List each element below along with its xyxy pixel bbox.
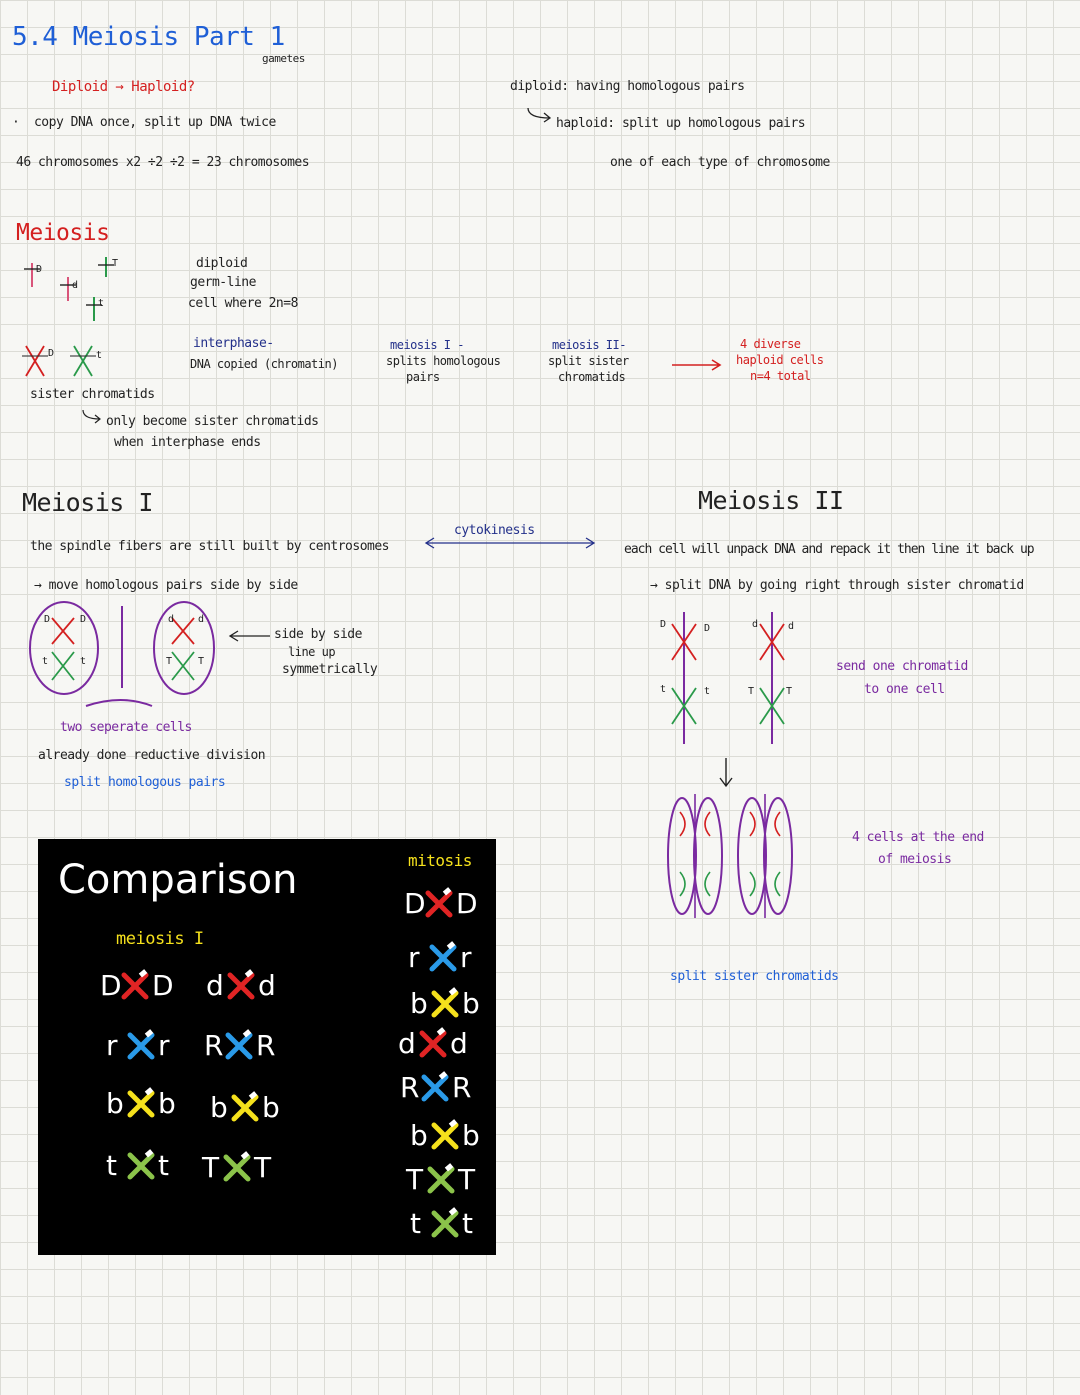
meiosis-allele-left: T (202, 1151, 220, 1184)
germline-line1: diploid (196, 256, 248, 271)
unpack-note: each cell will unpack DNA and repack it then line it back up (624, 542, 1034, 557)
send-one-line1: send one chromatid (836, 659, 968, 674)
mitosis-pair-0 (404, 885, 494, 925)
four-cells-diagram (660, 792, 800, 922)
meiosis1-step-line1: splits homologous (386, 354, 501, 368)
mitosis-allele-right: b (462, 987, 480, 1020)
x-label-t: t (96, 350, 102, 361)
meiosis-chromosome-x (126, 1151, 156, 1181)
mitosis-allele-right: r (460, 941, 472, 974)
cell-left (30, 602, 98, 694)
meiosis-chromosome-x (226, 971, 256, 1001)
cell-left-D-right: D (80, 614, 86, 625)
two-cells-note: two seperate cells (60, 720, 192, 735)
meiosis-allele-right: r (158, 1029, 170, 1062)
glyph-label-T: T (112, 258, 118, 269)
mitosis-allele-left: r (408, 941, 420, 974)
sister-note-line2: when interphase ends (114, 435, 261, 450)
chromosome-math: 46 chromosomes x2 ÷2 ÷2 = 23 chromosomes (16, 155, 310, 170)
cell-right-T-right: T (198, 656, 204, 667)
double-arrow-icon (422, 536, 598, 550)
meiosis-chromosome-x (120, 971, 150, 1001)
meiosis-chromosome-x (224, 1031, 254, 1061)
meiosis-allele-right: b (158, 1087, 176, 1120)
meiosis1-step-label: meiosis I - (390, 338, 464, 352)
germline-line3: cell where 2n=8 (188, 296, 298, 311)
meiosis-allele-left: b (210, 1091, 228, 1124)
meiosis-pair-2 (106, 1027, 196, 1067)
meiosis-allele-right: D (152, 969, 174, 1002)
mitosis-allele-left: t (410, 1207, 421, 1240)
meiosis-pair-3 (204, 1027, 294, 1067)
side-by-side-line2: line up (288, 645, 336, 659)
bullet-copy-text: copy DNA once, split up DNA twice (33, 115, 276, 130)
meiosis1-step-line2: pairs (406, 370, 440, 384)
meiosis-allele-left: t (106, 1149, 117, 1182)
m2-D-left: D (660, 619, 666, 630)
mitosis-pair-1 (408, 939, 498, 979)
meiosis-allele-left: D (100, 969, 122, 1002)
mitosis-allele-left: D (404, 887, 426, 920)
sister-chromatids-label: sister chromatids (30, 387, 155, 402)
m2-t-left: t (660, 684, 666, 695)
mitosis-pair-2 (410, 985, 500, 1025)
page-title: 5.4 Meiosis Part 1 (12, 22, 285, 52)
meiosis-allele-right: d (258, 969, 276, 1002)
mitosis-chromosome-x (430, 1121, 460, 1151)
arrow-hook-icon (524, 106, 554, 126)
x-label-D: D (48, 348, 54, 359)
arrow-left-icon (226, 629, 272, 643)
mitosis-chromosome-x (418, 1029, 448, 1059)
meiosis-pair-7 (202, 1149, 292, 1189)
meiosis2-step-label: meiosis II- (552, 338, 626, 352)
mitosis-allele-right: D (456, 887, 478, 920)
comparison-panel (38, 839, 496, 1255)
mitosis-pair-5 (410, 1117, 500, 1157)
meiosis-allele-left: d (206, 969, 224, 1002)
mitosis-pair-3 (398, 1025, 488, 1065)
meiosis-allele-left: R (204, 1029, 224, 1062)
send-one-line2: to one cell (864, 682, 945, 697)
haploid-definition: haploid: split up homologous pairs (556, 116, 806, 131)
mitosis-allele-left: R (400, 1071, 420, 1104)
result-line2: haploid cells (736, 353, 824, 367)
meiosis-heading: Meiosis (16, 220, 110, 246)
meiosis-allele-left: b (106, 1087, 124, 1120)
meiosis-chromosome-x (126, 1089, 156, 1119)
bullet-copy-dna: · copy DNA once, split up DNA twice (12, 115, 276, 130)
split-sister-note: split sister chromatids (670, 969, 839, 984)
mitosis-chromosome-x (430, 989, 460, 1019)
mitosis-chromosome-x (420, 1073, 450, 1103)
cell-right-d-left: d (168, 614, 174, 625)
meiosis-chromosome-x (230, 1093, 260, 1123)
meiosis-pair-4 (106, 1085, 196, 1125)
interphase-desc: DNA copied (chromatin) (190, 357, 338, 371)
meiosis-allele-right: T (254, 1151, 272, 1184)
meiosis-pair-5 (210, 1089, 300, 1129)
mitosis-allele-left: T (406, 1163, 424, 1196)
meiosis-2-diagram (660, 612, 800, 752)
meiosis-allele-right: R (256, 1029, 276, 1062)
one-each-type: one of each type of chromosome (610, 155, 830, 170)
meiosis-chromosome-x (126, 1031, 156, 1061)
m2-T-left: T (748, 686, 754, 697)
split-dna-note: → split DNA by going right through sister chromatid (650, 578, 1024, 593)
arrow-right-icon (670, 358, 726, 372)
comparison-title: Comparison (58, 857, 298, 903)
cell-right (154, 602, 214, 694)
arrow-down-icon (716, 756, 736, 790)
mitosis-allele-left: b (410, 987, 428, 1020)
meiosis2-step-line2: chromatids (558, 370, 626, 384)
sister-note-line1: only become sister chromatids (106, 414, 319, 429)
meiosis-pair-0 (100, 967, 190, 1007)
cell-left-t-right: t (80, 656, 86, 667)
meiosis-1-diagram (26, 598, 226, 710)
m2-d-right: d (788, 621, 794, 632)
meiosis-pair-1 (206, 967, 296, 1007)
m2-D-right: D (704, 623, 710, 634)
mitosis-allele-right: d (450, 1027, 468, 1060)
mitosis-chromosome-x (426, 1165, 456, 1195)
gametes-note: gametes (262, 52, 305, 65)
meiosis-allele-right: b (262, 1091, 280, 1124)
cell-right-d-right: d (198, 614, 204, 625)
m2-t-right: t (704, 686, 710, 697)
mitosis-label: mitosis (408, 851, 472, 870)
mitosis-allele-right: T (458, 1163, 476, 1196)
glyph-label-d: d (72, 280, 78, 291)
cytokinesis-label: cytokinesis (454, 523, 535, 538)
diploid-definition: diploid: having homologous pairs (510, 79, 745, 94)
cell-right-T-left: T (166, 656, 172, 667)
mitosis-allele-right: b (462, 1119, 480, 1152)
meiosis-chromosome-x (222, 1153, 252, 1183)
mitosis-chromosome-x (430, 1209, 460, 1239)
arrow-hook-icon (80, 408, 104, 426)
meiosis-pair-6 (106, 1147, 196, 1187)
germline-line2: germ-line (190, 275, 256, 290)
result-line3: n=4 total (750, 369, 811, 383)
move-pairs-note: → move homologous pairs side by side (34, 578, 298, 593)
cell-left-D-left: D (44, 614, 50, 625)
result-line1: 4 diverse (740, 337, 801, 351)
glyph-label-t: t (98, 298, 104, 309)
mitosis-pair-6 (406, 1161, 496, 1201)
mitosis-pair-4 (400, 1069, 490, 1109)
mitosis-allele-left: b (410, 1119, 428, 1152)
m2-d-left: d (752, 619, 758, 630)
reductive-note: already done reductive division (38, 748, 266, 763)
mitosis-chromosome-x (424, 889, 454, 919)
mitosis-chromosome-x (428, 943, 458, 973)
meiosis-2-heading: Meiosis II (698, 486, 844, 515)
meiosis-allele-right: t (158, 1149, 169, 1182)
glyph-label-D: D (36, 264, 42, 275)
side-by-side-line1: side by side (274, 627, 362, 642)
four-cells-line1: 4 cells at the end (852, 830, 984, 845)
four-cells-line2: of meiosis (878, 852, 952, 867)
replicated-chromosomes (22, 342, 112, 382)
split-homologous-note: split homologous pairs (64, 775, 226, 790)
spindle-note: the spindle fibers are still built by centrosomes (30, 539, 390, 554)
side-by-side-line3: symmetrically (282, 662, 378, 677)
mitosis-allele-left: d (398, 1027, 416, 1060)
meiosis-label: meiosis I (116, 929, 204, 949)
mitosis-allele-right: t (462, 1207, 473, 1240)
meiosis-1-heading: Meiosis I (22, 488, 153, 517)
mitosis-pair-7 (410, 1205, 500, 1245)
meiosis2-step-line1: split sister (548, 354, 629, 368)
meiosis-allele-left: r (106, 1029, 118, 1062)
diploid-haploid-question: Diploid → Haploid? (52, 79, 195, 95)
mitosis-allele-right: R (452, 1071, 472, 1104)
cell-left-t-left: t (42, 656, 48, 667)
interphase-label: interphase- (193, 336, 274, 351)
m2-T-right: T (786, 686, 792, 697)
